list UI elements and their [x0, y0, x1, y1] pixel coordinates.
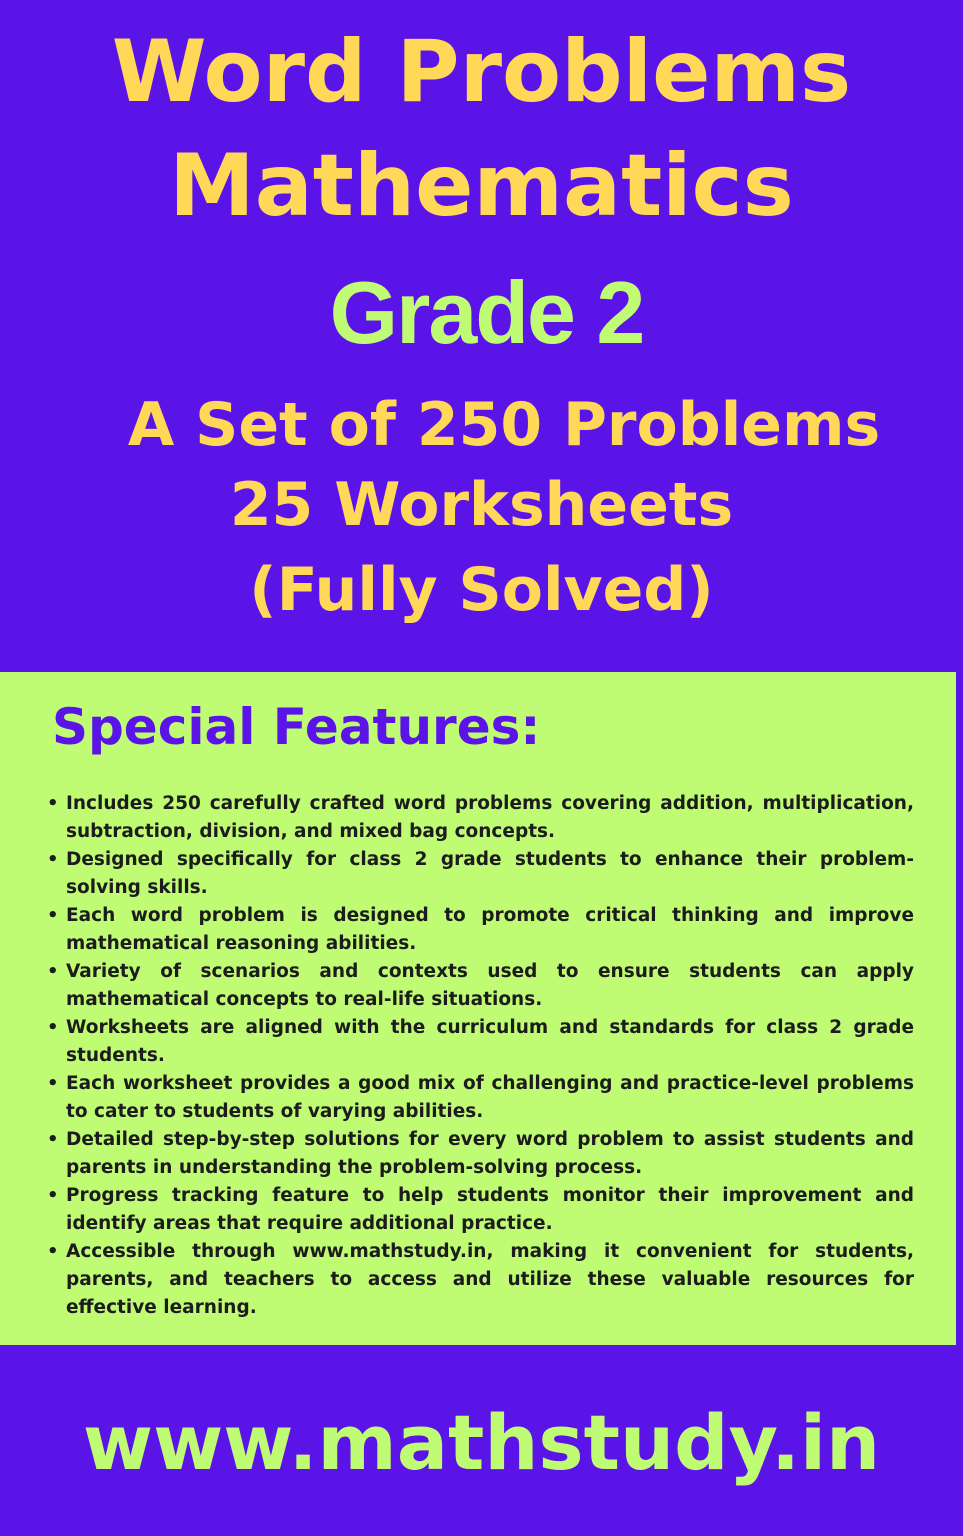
bullet-icon: •: [47, 1241, 59, 1262]
feature-item: [47, 1238, 914, 1322]
bullet-icon: •: [47, 793, 59, 814]
bullet-icon: •: [47, 849, 59, 870]
bullet-icon: •: [47, 905, 59, 926]
bullet-icon: •: [47, 1017, 59, 1038]
bullet-icon: •: [47, 1073, 59, 1094]
feature-text: Designed specifically for class 2 grade students to enhance their problem-solving skills.: [66, 849, 914, 898]
feature-text: Variety of scenarios and contexts used to ensure students can apply mathematical concepts to real-life situations.: [66, 961, 914, 1010]
website-url: www.mathstudy.in: [82, 1398, 881, 1487]
fully-solved-label: (Fully Solved): [249, 555, 714, 625]
feature-text: Detailed step-by-step solutions for every word problem to assist students and parents in understanding the problem-solving process.: [66, 1129, 914, 1178]
feature-item: [47, 902, 914, 958]
bullet-icon: •: [47, 1185, 59, 1206]
feature-item: [47, 958, 914, 1014]
bullet-icon: •: [47, 961, 59, 982]
feature-item: [47, 846, 914, 902]
problem-set-label: A Set of 250 Problems: [127, 390, 881, 460]
feature-item: [47, 1126, 914, 1182]
feature-item: [47, 1014, 914, 1070]
feature-text: Accessible through www.mathstudy.in, making it convenient for students, parents, and teachers to access and utilize these valuable resources for effective learning.: [66, 1241, 914, 1318]
title-mathematics: Mathematics: [169, 136, 794, 236]
features-list: [47, 790, 914, 1322]
feature-item: [47, 1070, 914, 1126]
worksheets-label: 25 Worksheets: [229, 470, 734, 540]
feature-text: Each word problem is designed to promote critical thinking and improve mathematical reasoning abilities.: [66, 905, 914, 954]
feature-text: Includes 250 carefully crafted word problems covering addition, multiplication, subtraction, division, and mixed bag concepts.: [66, 793, 914, 842]
bullet-icon: •: [47, 1129, 59, 1150]
feature-text: Worksheets are aligned with the curriculum and standards for class 2 grade students.: [66, 1017, 914, 1066]
special-features-panel: [0, 672, 956, 1345]
title-word-problems: Word Problems: [111, 22, 852, 122]
special-features-heading: Special Features:: [52, 698, 541, 756]
grade-label: Grade 2: [329, 263, 644, 362]
feature-text: Progress tracking feature to help students monitor their improvement and identify areas that require additional practice.: [66, 1185, 914, 1234]
feature-item: [47, 1182, 914, 1238]
feature-item: [47, 790, 914, 846]
feature-text: Each worksheet provides a good mix of challenging and practice-level problems to cater to students of varying abilities.: [66, 1073, 914, 1122]
